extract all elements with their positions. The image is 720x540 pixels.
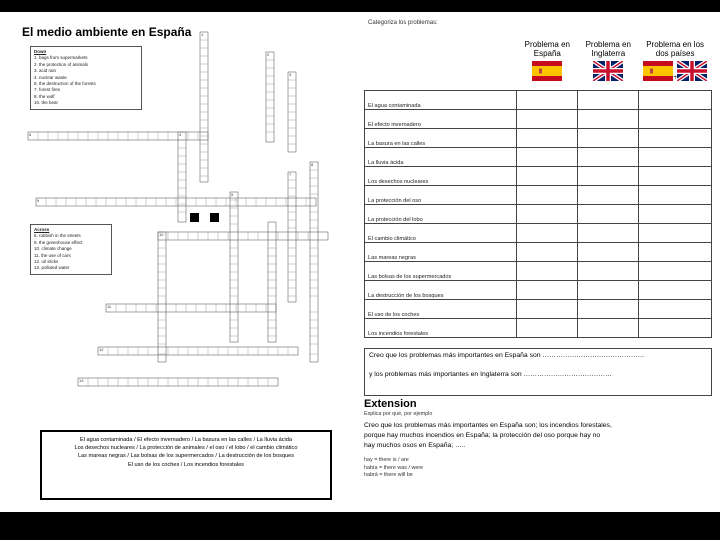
answer-cell[interactable] <box>578 243 639 262</box>
problem-label: La lluvia ácida <box>365 148 517 167</box>
word-bank-line: El uso de los coches / Los incendios forestales <box>128 461 244 468</box>
across-clues-heading: Across <box>34 227 50 232</box>
grid-number-12: 12 <box>99 347 104 352</box>
answer-cell[interactable] <box>517 186 578 205</box>
down-clue: 3. acid rain <box>34 68 57 74</box>
grid-number-13: 13 <box>79 378 84 383</box>
problem-label: La basura en las calles <box>365 129 517 148</box>
grid-number-1: 1 <box>201 32 204 37</box>
answer-cell[interactable] <box>517 167 578 186</box>
table-row <box>365 300 712 319</box>
answer-cell[interactable] <box>639 319 712 338</box>
answer-cell[interactable] <box>517 110 578 129</box>
spain-flag-icon <box>643 61 673 81</box>
extension-subheading: Explica por qué, por ejemplo <box>364 411 433 417</box>
black-cell <box>190 213 199 222</box>
word-bank-line: Las mareas negras / Las bolsas de los supermercados / La destrucción de los bosques <box>77 453 295 460</box>
answer-cell[interactable] <box>578 262 639 281</box>
down-word-10 <box>158 232 166 362</box>
grid-number-5: 5 <box>231 192 234 197</box>
answer-cell[interactable] <box>639 300 712 319</box>
answer-cell[interactable] <box>639 281 712 300</box>
answer-cell[interactable] <box>578 205 639 224</box>
worksheet-page <box>0 12 720 512</box>
across-clue: 10. climate change <box>34 246 72 252</box>
column-england <box>578 40 639 91</box>
answer-cell[interactable] <box>639 224 712 243</box>
word-bank <box>40 430 332 500</box>
down-clue: 2. the protection of animals <box>34 61 89 67</box>
table-row <box>365 186 712 205</box>
vocab-list <box>364 457 712 480</box>
down-clue: 5. the destruction of the forests <box>34 81 96 87</box>
grid-number-11: 11 <box>107 304 112 309</box>
answer-cell[interactable] <box>578 300 639 319</box>
table-row <box>365 319 712 338</box>
answer-cell[interactable] <box>578 319 639 338</box>
down-word-2 <box>266 52 274 142</box>
problem-label: La protección del lobo <box>365 205 517 224</box>
table-row <box>365 110 712 129</box>
across-clues-box <box>30 224 112 275</box>
table-row <box>365 205 712 224</box>
categorise-section <box>350 12 720 512</box>
answer-cell[interactable] <box>639 110 712 129</box>
table-row <box>365 167 712 186</box>
down-clue: 10. the bear <box>34 100 59 106</box>
across-word-10 <box>158 232 328 240</box>
grid-number-4: 4 <box>179 132 182 137</box>
column-spain <box>517 40 578 91</box>
problem-label: El cambio climático <box>365 224 517 243</box>
down-clue: 1. bags from supermarkets <box>34 55 88 61</box>
table-row <box>365 148 712 167</box>
answer-cell[interactable] <box>517 262 578 281</box>
problem-label: Los desechos nucleares <box>365 167 517 186</box>
column-both <box>639 40 712 91</box>
across-clue: 12. oil slicks <box>34 259 59 265</box>
answer-cell[interactable] <box>578 224 639 243</box>
answer-cell[interactable] <box>639 91 712 110</box>
answer-cell[interactable] <box>639 186 712 205</box>
down-clues-heading: Down <box>34 49 47 54</box>
answer-cell[interactable] <box>578 281 639 300</box>
plus-sign: + <box>673 75 677 81</box>
extension-section <box>364 398 712 480</box>
across-word-11 <box>106 304 276 312</box>
grid-number-8: 8 <box>311 162 314 167</box>
vocab-item: hay = there is / are <box>364 457 409 463</box>
problem-label: La destrucción de los bosques <box>365 281 517 300</box>
vocab-item: había = there was / were <box>364 464 424 471</box>
uk-flag-icon <box>593 61 623 81</box>
answer-cell[interactable] <box>578 110 639 129</box>
spain-flag-icon <box>532 61 562 81</box>
grid-number-2: 2 <box>267 52 270 57</box>
column-header: Problema en España <box>524 40 570 58</box>
answer-cell[interactable] <box>517 205 578 224</box>
down-word-1 <box>200 32 208 182</box>
answer-cell[interactable] <box>578 148 639 167</box>
answer-cell[interactable] <box>517 243 578 262</box>
extension-example <box>364 421 712 451</box>
down-word-7 <box>288 172 296 302</box>
worksheet-title: El medio ambiente en España <box>22 25 192 39</box>
column-header: Problema en Inglaterra <box>585 40 631 58</box>
grid-number-3: 3 <box>289 72 292 77</box>
problem-label: La protección del oso <box>365 186 517 205</box>
opinion-box[interactable] <box>364 348 712 396</box>
answer-cell[interactable] <box>517 281 578 300</box>
answer-cell[interactable] <box>578 91 639 110</box>
answer-cell[interactable] <box>639 205 712 224</box>
grid-number-10: 10 <box>159 232 164 237</box>
problem-label: Las mareas negras <box>365 243 517 262</box>
problem-label: El uso de los coches <box>365 300 517 319</box>
vocab-item: habrá = there will be <box>364 472 413 478</box>
answer-cell[interactable] <box>639 167 712 186</box>
answer-cell[interactable] <box>517 148 578 167</box>
answer-cell[interactable] <box>578 129 639 148</box>
across-clue: 13. polluted water <box>34 265 70 271</box>
table-row <box>365 129 712 148</box>
answer-cell[interactable] <box>517 319 578 338</box>
table-row <box>365 91 712 110</box>
problem-label: El agua contaminada <box>365 91 517 110</box>
example-line: Creo que los problemas más importantes en España son; los incendios forestales, <box>364 422 612 429</box>
down-clue: 7. forest fires <box>34 87 61 93</box>
column-header: Problema en los dos países <box>646 40 705 58</box>
word-bank-line: El agua contaminada / El efecto invernadero / La basura en las calles / La lluvia ácida <box>79 437 293 443</box>
across-clue: 6. rubbish in the streets <box>34 233 81 239</box>
table-row <box>365 224 712 243</box>
answer-cell[interactable] <box>639 148 712 167</box>
answer-cell[interactable] <box>517 300 578 319</box>
answer-cell[interactable] <box>578 186 639 205</box>
answer-cell[interactable] <box>639 243 712 262</box>
answer-cell[interactable] <box>517 91 578 110</box>
down-word-5 <box>230 192 238 342</box>
table-row <box>365 262 712 281</box>
across-clue: 11. the use of cars <box>34 252 71 258</box>
table-row <box>365 243 712 262</box>
categorise-heading: Categoriza los problemas: <box>368 20 438 26</box>
answer-cell[interactable] <box>517 129 578 148</box>
example-line: porque hay muchos incendios en España; la protección del oso porque hay no <box>364 432 601 439</box>
down-word-8 <box>310 162 318 362</box>
down-clue: 4. nuclear waste <box>34 74 67 80</box>
answer-cell[interactable] <box>517 224 578 243</box>
crossword-section <box>18 12 340 512</box>
problem-label: Las bolsas de los supermercados <box>365 262 517 281</box>
problem-label: El efecto invernadero <box>365 110 517 129</box>
word-bank-line: Los desechos nucleares / La protección de animales / el oso / el lobo / el cambio climático <box>74 445 298 452</box>
uk-flag-icon <box>677 61 707 81</box>
example-line: hay muchos osos en España; ….. <box>364 442 466 449</box>
down-word-4 <box>178 132 186 222</box>
grid-number-6: 6 <box>29 132 32 137</box>
answer-cell[interactable] <box>639 129 712 148</box>
opinion-line-spain: Creo que los problemas más importantes en España son ……………………………………… <box>369 352 645 359</box>
down-clue: 8. the wolf <box>34 93 55 99</box>
down-clues-box <box>30 46 142 110</box>
answer-cell[interactable] <box>578 167 639 186</box>
grid-number-7: 7 <box>289 172 292 177</box>
categorise-table <box>364 40 712 338</box>
opinion-line-england: y los problemas más importantes en Inglaterra son ………………………………… <box>369 371 612 378</box>
problem-label: Los incendios forestales <box>365 319 517 338</box>
across-clue: 9. the greenhouse effect <box>34 239 83 245</box>
table-row <box>365 281 712 300</box>
answer-cell[interactable] <box>639 262 712 281</box>
black-cell <box>210 213 219 222</box>
grid-number-9: 9 <box>37 198 40 203</box>
extension-heading: Extension <box>364 398 417 410</box>
